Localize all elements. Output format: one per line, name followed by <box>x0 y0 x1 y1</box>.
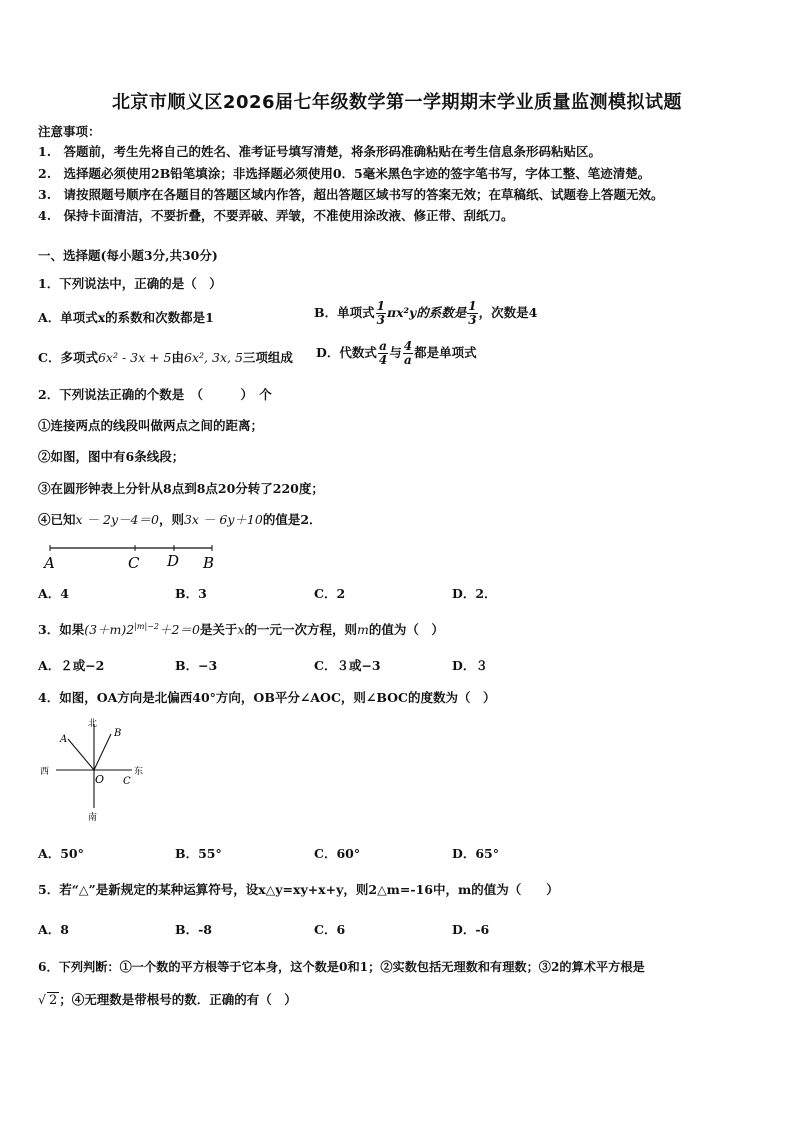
q3-prefix: 3．如果 <box>38 622 85 637</box>
q1-d-frac1-den: 4 <box>378 353 388 367</box>
q2-option-d: D．2． <box>452 586 497 601</box>
q3-option-a: A．２或−2 <box>38 658 105 673</box>
q1-b-prefix: B．单项式 <box>314 305 375 320</box>
q2-s4-middle: ，则 <box>158 512 184 527</box>
q1-d-frac2-num: 4 <box>403 339 413 353</box>
q1-c-suffix: 三项组成 <box>242 350 293 365</box>
q1-b-suffix: ，次数是4 <box>478 305 538 320</box>
q1-b-frac2-num: 1 <box>468 299 477 313</box>
q4-option-b: B．55° <box>175 846 222 861</box>
q1-d-prefix: D．代数式 <box>316 345 377 360</box>
q2-s4-expression: 3x － 6y＋10 <box>183 512 263 527</box>
point-a-label: A <box>60 734 68 745</box>
q1-c-prefix: C．多项式 <box>38 350 98 365</box>
q1-option-d <box>316 340 477 367</box>
q1-d-fraction-2 <box>403 340 413 367</box>
notice-item-4: 4. 保持卡面清洁，不要折叠，不要弄破、弄皱，不准使用涂改液、修正带、刮纸刀。 <box>38 208 514 223</box>
point-b-label: B <box>114 728 122 739</box>
q1-b-fraction-2 <box>467 300 477 327</box>
q3-option-b: B．−3 <box>175 658 218 673</box>
notice-item-2: 2. 选择题必须使用2B铅笔填涂；非选择题必须使用0．5毫米黑色字迹的签字笔书写，字体工整、笔迹清楚。 <box>38 166 651 181</box>
q2-statement-4 <box>38 510 322 528</box>
q1-c-polynomial: 6x² - 3x + 5 <box>97 350 172 365</box>
q1-option-b <box>314 300 537 327</box>
q1-c-terms: 6x², 3x, 5 <box>184 350 243 365</box>
q1-c-middle: 由 <box>171 350 185 365</box>
section-heading: 一、选择题(每小题3分,共30分) <box>38 248 218 263</box>
label-a: A <box>44 554 55 572</box>
q1-stem: 1．下列说法中，正确的是（ ） <box>38 276 222 291</box>
sqrt-sign: √ <box>38 992 46 1007</box>
q4-option-a: A．50° <box>38 846 84 861</box>
q5-option-d: D．-6 <box>452 922 490 937</box>
ray-ob <box>94 734 111 770</box>
label-c: C <box>128 554 140 572</box>
q2-option-b: B．3 <box>175 586 207 601</box>
q6-line-1: 6．下列判断：①一个数的平方根等于它本身，这个数是0和1；②实数包括无理数和有理数；③2的算术平方根是 <box>38 960 645 974</box>
q1-b-fraction <box>376 300 386 327</box>
west-label: 西 <box>40 767 50 777</box>
q4-compass-figure <box>36 712 156 824</box>
q3-option-d: D．３ <box>452 658 488 673</box>
q1-option-c <box>38 348 293 366</box>
q3-option-c: C．３或−3 <box>314 658 381 673</box>
q5-option-a: A．8 <box>38 922 69 937</box>
q3-variable-x: x <box>237 622 245 637</box>
label-d: D <box>167 552 180 570</box>
q6-sqrt-argument: 2 <box>48 993 58 1008</box>
q3-expression: (3＋m)2 <box>84 622 135 637</box>
notice-item-3: 3. 请按照题号顺序在各题目的答题区域内作答，超出答题区域书写的答案无效；在草稿纸、试题卷上答题无效。 <box>38 187 664 202</box>
q1-b-frac-num: 1 <box>376 299 385 313</box>
q2-segment-figure <box>40 538 230 574</box>
q3-middle: 是关于 <box>199 622 238 637</box>
notice-heading: 注意事项： <box>38 124 101 139</box>
south-label: 南 <box>88 813 98 823</box>
q2-option-a: A．4 <box>38 586 69 601</box>
q2-s4-prefix: ④已知 <box>38 512 76 527</box>
q6-line-2 <box>38 990 297 1008</box>
q4-stem: 4．如图，OA方向是北偏西40°方向，OB平分∠AOC，则∠BOC的度数为（ ） <box>38 690 496 705</box>
q6-line-2-text: ；④无理数是带根号的数．正确的有（ ） <box>59 992 297 1007</box>
ray-oa <box>68 739 94 770</box>
q5-stem: 5．若“△”是新规定的某种运算符号，设x△y=xy+x+y，则2△m=-16中，m的值为（ ） <box>38 882 559 897</box>
q4-option-d: D．65° <box>452 846 499 861</box>
q2-statement-3: ③在圆形钟表上分针从8点到8点20分转了220度； <box>38 481 324 496</box>
label-b: B <box>203 554 215 572</box>
q3-suffix: 的值为（ ） <box>368 622 444 637</box>
q1-b-frac2-den: 3 <box>468 313 477 327</box>
notice-item-1: 1. 答题前，考生先将自己的姓名、准考证号填写清楚，将条形码准确粘贴在考生信息条形码粘贴区。 <box>38 144 602 159</box>
point-o-label: O <box>95 773 105 786</box>
q3-stem <box>38 620 444 638</box>
east-label: 东 <box>134 767 144 777</box>
q2-statement-2: ②如图，图中有6条线段； <box>38 449 185 464</box>
q3-middle-2: 的一元一次方程，则 <box>244 622 357 637</box>
q2-stem: 2．下列说法正确的个数是 （ ） 个 <box>38 387 272 402</box>
q4-option-c: C．60° <box>314 846 361 861</box>
q1-d-frac1-num: a <box>379 339 387 353</box>
q5-option-c: C．6 <box>314 922 346 937</box>
q3-exponent: |m|−2 <box>134 621 159 631</box>
q2-statement-1: ①连接两点的线段叫做两点之间的距离； <box>38 418 264 433</box>
q5-option-b: B．-8 <box>175 922 212 937</box>
q1-d-suffix: 都是单项式 <box>414 345 477 360</box>
page-title: 北京市顺义区2026届七年级数学第一学期期末学业质量监测模拟试题 <box>111 92 683 113</box>
q2-s4-equation: x － 2y－4＝0 <box>75 512 159 527</box>
q1-option-a: A．单项式x的系数和次数都是1 <box>38 310 214 325</box>
q1-d-middle: 与 <box>389 345 402 360</box>
q2-option-c: C．2 <box>314 586 346 601</box>
north-label: 北 <box>88 719 98 729</box>
q3-expression-tail: ＋2＝0 <box>159 622 200 637</box>
q1-d-frac2-den: a <box>404 353 412 367</box>
q1-d-fraction-1 <box>378 340 388 367</box>
q3-variable-m: m <box>357 622 369 637</box>
q1-b-frac-den: 3 <box>376 313 385 327</box>
q2-s4-suffix: 的值是2． <box>262 512 322 527</box>
point-c-label: C <box>123 776 131 787</box>
q1-b-middle: πx²y的系数是 <box>386 305 467 320</box>
